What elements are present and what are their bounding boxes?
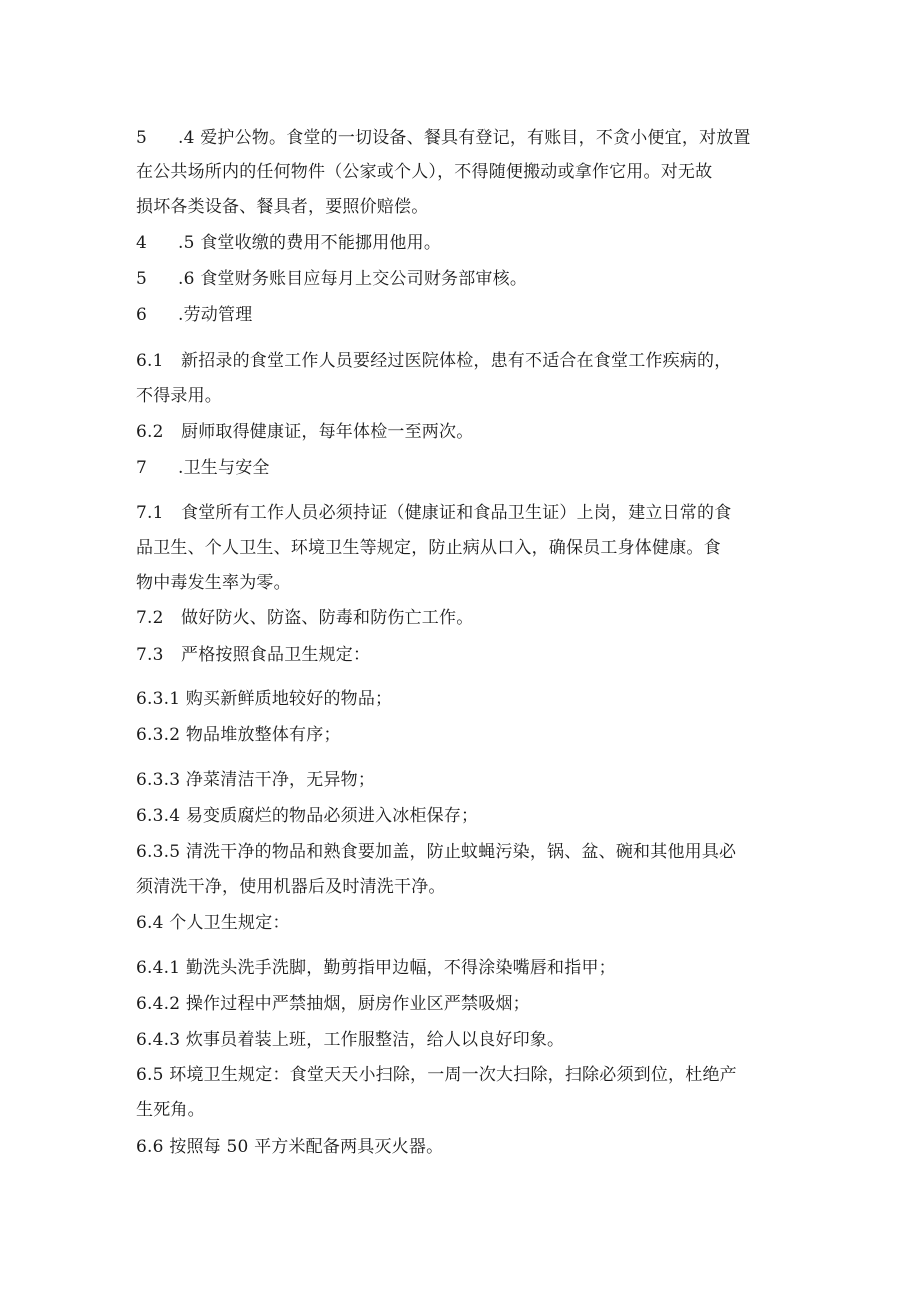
paragraph-text: 6.3.1 购买新鲜质地较好的物品；: [136, 689, 393, 709]
paragraph-text: .6 食堂财务账目应每月上交公司财务部审核。: [178, 269, 528, 289]
item-6-4: [136, 912, 290, 934]
paragraph-text: 6.4 个人卫生规定：: [136, 913, 290, 933]
paragraph-text: 6.4.1 勤洗头洗手洗脚，勤剪指甲边幅，不得涂染嘴唇和指甲；: [136, 958, 616, 978]
paragraph-text: .5 食堂收缴的费用不能挪用他用。: [178, 233, 442, 253]
item-6-3-3: [136, 769, 375, 791]
paragraph-text: 品卫生、个人卫生、环境卫生等规定，防止病从口入，确保员工身体健康。食: [136, 538, 721, 558]
paragraph-text: 厨师取得健康证，每年体检一至两次。: [181, 422, 474, 442]
section-heading-7: [136, 457, 270, 479]
paragraph-5-4-line-3: [136, 196, 428, 218]
list-number: 7: [136, 458, 148, 478]
paragraph-text: 不得录用。: [136, 386, 222, 406]
paragraph-text: .4 爱护公物。食堂的一切设备、餐具有登记，有账目，不贪小便宜，对放置: [178, 128, 751, 148]
paragraph-7-1-line-1: [136, 502, 731, 524]
paragraph-text: 6.6 按照每 50 平方米配备两具灭火器。: [136, 1137, 444, 1157]
paragraph-6-1-line-1: [136, 350, 731, 372]
list-number: 7.3: [136, 645, 164, 665]
list-number: 6: [136, 305, 148, 325]
paragraph-text: 物中毒发生率为零。: [136, 573, 291, 593]
paragraph-6-1-line-2: [136, 385, 222, 407]
item-6-6: [136, 1136, 443, 1158]
item-6-4-1: [136, 957, 616, 979]
paragraph-text: 食堂所有工作人员必须持证（健康证和食品卫生证）上岗，建立日常的食: [181, 503, 732, 523]
paragraph-5-6: [136, 268, 527, 290]
paragraph-text: 严格按照食品卫生规定：: [181, 645, 371, 665]
paragraph-text: 须清洗干净，使用机器后及时清洗干净。: [136, 877, 446, 897]
list-number: 4: [136, 233, 148, 253]
list-number: 6.1: [136, 351, 164, 371]
list-number: 5: [136, 128, 148, 148]
paragraph-text: 6.3.2 物品堆放整体有序；: [136, 725, 341, 745]
paragraph-5-4-line-1: [136, 127, 751, 149]
paragraph-text: 6.3.5 清洗干净的物品和熟食要加盖，防止蚊蝇污染，锅、盆、碗和其他用具必: [136, 842, 737, 862]
paragraph-text: 6.3.3 净菜清洁干净，无异物；: [136, 770, 376, 790]
item-6-5-line-1: [136, 1064, 737, 1086]
list-number: 7.1: [136, 503, 164, 523]
paragraph-text: 新招录的食堂工作人员要经过医院体检，患有不适合在食堂工作疾病的，: [181, 351, 732, 371]
paragraph-text: 6.4.2 操作过程中严禁抽烟，厨房作业区严禁吸烟；: [136, 994, 530, 1014]
list-number: 6.2: [136, 422, 164, 442]
paragraph-4-5: [136, 232, 441, 254]
paragraph-6-2: [136, 421, 473, 443]
item-6-4-3: [136, 1029, 564, 1051]
paragraph-text: 生死角。: [136, 1100, 205, 1120]
list-number: 7.2: [136, 608, 164, 628]
section-title: .卫生与安全: [178, 458, 270, 478]
paragraph-7-1-line-2: [136, 537, 721, 559]
paragraph-7-2: [136, 607, 473, 629]
paragraph-5-4-line-2: [136, 161, 712, 183]
section-title: .劳动管理: [178, 305, 253, 325]
paragraph-text: 6.3.4 易变质腐烂的物品必须进入冰柜保存；: [136, 806, 479, 826]
list-number: 5: [136, 269, 148, 289]
item-6-3-2: [136, 724, 341, 746]
item-6-4-2: [136, 993, 530, 1015]
item-6-3-5-line-2: [136, 876, 446, 898]
paragraph-text: 做好防火、防盗、防毒和防伤亡工作。: [181, 608, 474, 628]
item-6-3-4: [136, 805, 478, 827]
paragraph-text: 在公共场所内的任何物件（公家或个人），不得随便搬动或拿作它用。对无故: [136, 162, 713, 182]
item-6-3-1: [136, 688, 392, 710]
paragraph-7-3: [136, 644, 370, 666]
paragraph-text: 6.4.3 炊事员着装上班，工作服整洁，给人以良好印象。: [136, 1030, 565, 1050]
paragraph-text: 损坏各类设备、餐具者，要照价赔偿。: [136, 197, 429, 217]
item-6-5-line-2: [136, 1099, 205, 1121]
item-6-3-5-line-1: [136, 841, 736, 863]
section-heading-6: [136, 304, 252, 326]
paragraph-7-1-line-3: [136, 572, 291, 594]
paragraph-text: 6.5 环境卫生规定：食堂天天小扫除，一周一次大扫除，扫除必须到位，杜绝产: [136, 1065, 737, 1085]
